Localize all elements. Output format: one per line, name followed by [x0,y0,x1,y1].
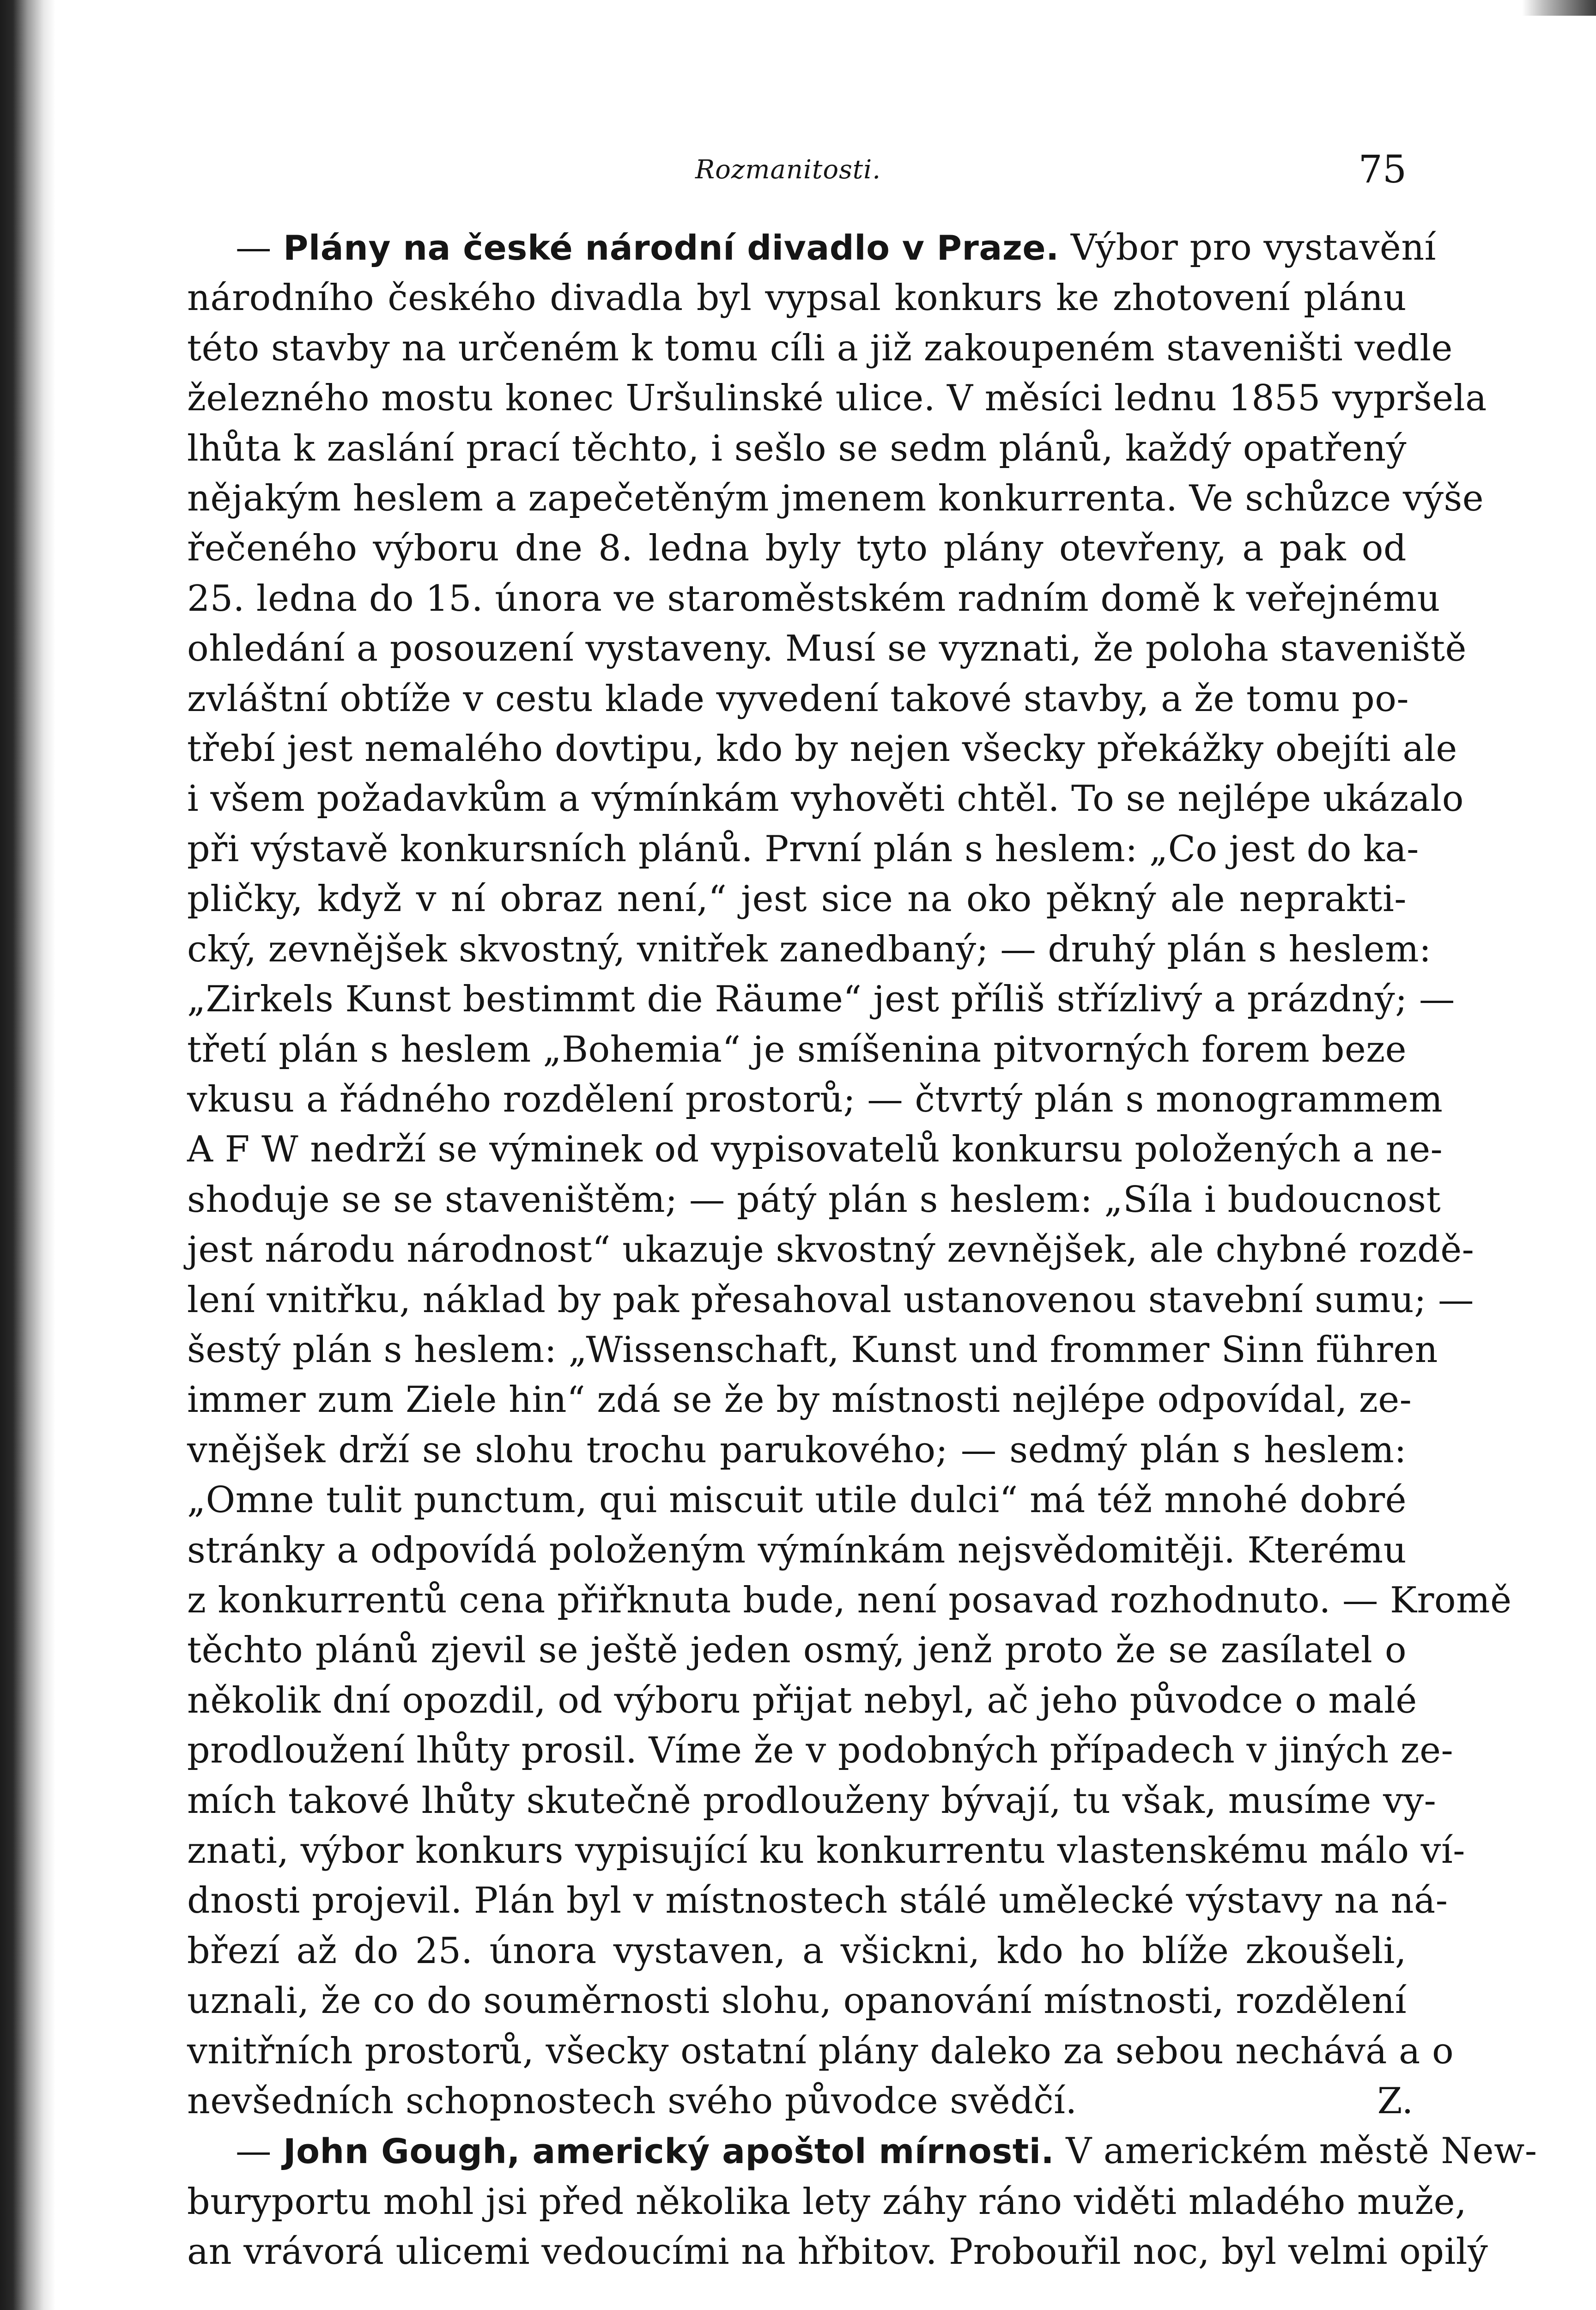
text-line: vnějšek drží se slohu trochu parukového; — sedmý plán s heslem: [187,1429,1407,1471]
text-line: lení vnitřku, náklad by pak přesahoval ustanovenou stavební sumu; — [187,1279,1474,1321]
scan-edge-mark [1522,0,1596,16]
text-line: šestý plán s heslem: „Wissenschaft, Kunst und frommer Sinn führen [187,1329,1438,1371]
text-line: prodloužení lhůty prosil. Víme že v podobných případech v jiných ze- [187,1730,1454,1772]
text-line: Výbor pro vystavění [1070,227,1436,268]
text-line: uznali, že co do souměrnosti slohu, opanování místnosti, rozdělení [187,1980,1407,2022]
text-line: „Zirkels Kunst bestimmt die Räume“ jest příliš střízlivý a prázdný; — [187,979,1455,1021]
text-line: nějakým heslem a zapečetěným jmenem konkurrenta. Ve schůzce výše [187,478,1484,520]
text-line: 25. ledna do 15. února ve staroměstském radním domě k veřejnému [187,578,1440,620]
article-john-gough [187,2126,1537,2277]
text-line: shoduje se se staveništěm; — pátý plán s heslem: „Síla i budoucnost [187,1179,1441,1221]
text-line: dnosti projevil. Plán byl v místnostech stálé umělecké výstavy na ná- [187,1880,1448,1922]
text-line: třebí jest nemalého dovtipu, kdo by nejen všecky překážky obejíti ale [187,728,1457,770]
text-line: „Omne tulit punctum, qui miscuit utile dulci“ má též mnohé dobré [187,1479,1407,1521]
running-title: Rozmanitosti. [695,155,881,185]
text-line: stránky a odpovídá položeným výmínkám nejsvědomitěji. Kterému [187,1529,1407,1571]
text-line: nevšedních schopnostech svého původce svědčí. [187,2080,1077,2122]
author-signature: Z. [1377,2080,1414,2122]
running-head [187,148,1407,199]
text-line: několik dní opozdil, od výboru přijat nebyl, ač jeho původce o malé [187,1679,1417,1721]
text-line: lhůta k zaslání prací těchto, i sešlo se sedm plánů, každý opatřený [187,427,1407,469]
article-closing-line [187,2076,1414,2126]
binding-shadow [0,0,55,2310]
text-line: A F W nedrží se výminek od vypisovatelů konkursu položených a ne- [187,1129,1443,1171]
article-title: Plány na české národní divadlo v Praze. [283,228,1059,268]
text-line: březí až do 25. února vystaven, a všickni, kdo ho blíže zkoušeli, [187,1930,1407,1972]
article-national-theatre [187,223,1512,2126]
text-line: národního českého divadla byl vypsal konkurs ke zhotovení plánu [187,277,1407,319]
text-line: buryportu mohl jsi před několika lety záhy ráno viděti mladého muže, [187,2181,1467,2223]
text-line: vnitřních prostorů, všecky ostatní plány daleko za sebou nechává a o [187,2030,1454,2072]
article-dash: — [236,227,272,268]
text-line: při výstavě konkursních plánů. První plán s heslem: „Co jest do ka- [187,828,1419,870]
text-line: znati, výbor konkurs vypisující ku konkurrentu vlastenskému málo ví- [187,1830,1465,1872]
text-line: immer zum Ziele hin“ zdá se že by místnosti nejlépe odpovídal, ze- [187,1379,1412,1421]
article-first-line [187,223,1436,273]
text-line: z konkurrentů cena přiřknuta bude, není posavad rozhodnuto. — Kromě [187,1579,1512,1621]
text-line: jest národu národnost“ ukazuje skvostný zevnějšek, ale chybné rozdě- [187,1229,1475,1271]
text-line: zvláštní obtíže v cestu klade vyvedení takové stavby, a že tomu po- [187,678,1409,720]
article-first-line [187,2126,1537,2176]
text-line: vkusu a řádného rozdělení prostorů; — čtvrtý plán s monogrammem [187,1078,1443,1120]
text-line: i všem požadavkům a výmínkám vyhověti chtěl. To se nejlépe ukázalo [187,778,1464,820]
text-line: ohledání a posouzení vystaveny. Musí se vyznati, že poloha staveniště [187,628,1467,670]
text-line: třetí plán s heslem „Bohemia“ je smíšenina pitvorných forem beze [187,1028,1407,1070]
article-title: John Gough, americký apoštol mírnosti. [283,2132,1055,2172]
text-line: této stavby na určeném k tomu cíli a již zakoupeném staveništi vedle [187,327,1453,369]
page-number: 75 [1358,148,1407,192]
text-line: železného mostu konec Uršulinské ulice. V měsíci lednu 1855 vypršela [187,377,1487,419]
text-line: mích takové lhůty skutečně prodlouženy bývají, tu však, musíme vy- [187,1780,1437,1822]
text-line: V americkém městě New- [1066,2130,1537,2172]
book-page [187,148,1537,2310]
text-line: řečeného výboru dne 8. ledna byly tyto plány otevřeny, a pak od [187,528,1407,570]
text-line: an vrávorá ulicemi vedoucími na hřbitov. Probouřil noc, byl velmi opilý [187,2231,1488,2273]
text-line: těchto plánů zjevil se ještě jeden osmý, jenž proto že se zasílatel o [187,1629,1407,1672]
text-line: cký, zevnějšek skvostný, vnitřek zanedbaný; — druhý plán s heslem: [187,928,1432,970]
article-dash: — [236,2130,272,2172]
text-line: pličky, když v ní obraz není,“ jest sice na oko pěkný ale neprakti- [187,878,1407,920]
